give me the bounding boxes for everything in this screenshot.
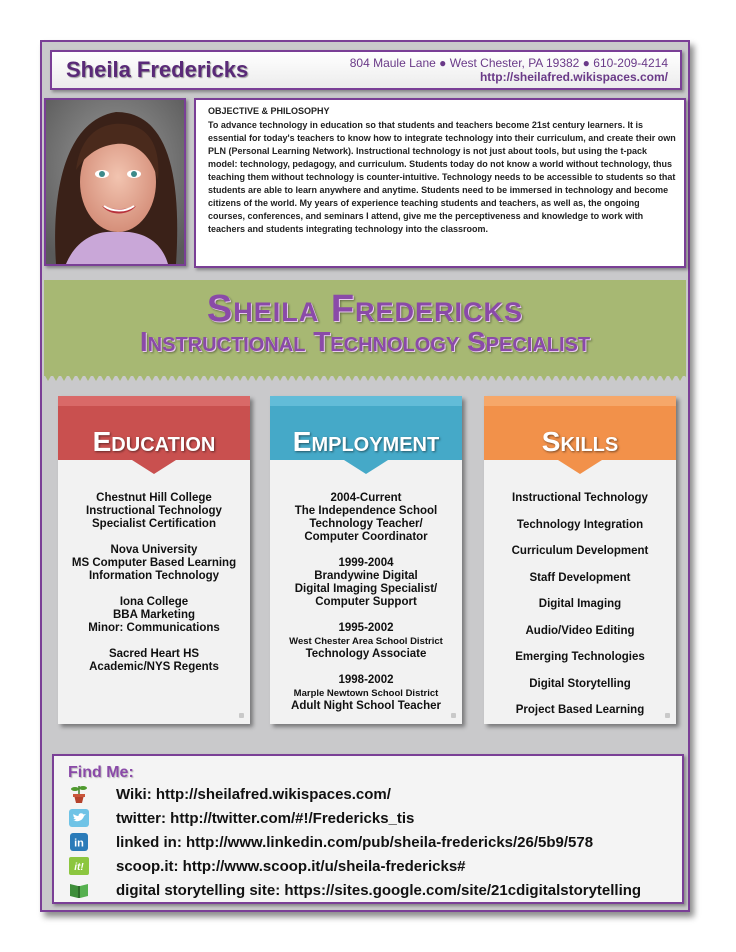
- contact-address: 804 Maule Lane ● West Chester, PA 19382 ● 610-209-4214: [349, 56, 668, 70]
- link-row-linkedin[interactable]: [68, 832, 678, 854]
- header-contact: [350, 56, 668, 84]
- scoopit-icon: [68, 856, 90, 876]
- list-item: Digital Storytelling: [529, 677, 631, 690]
- link-storytelling-text[interactable]: digital storytelling site: https://sites.google.com/site/21cdigitalstorytelling: [116, 882, 642, 899]
- title-banner: [44, 280, 686, 376]
- find-me-box: [52, 754, 684, 904]
- employment-list: [270, 492, 462, 726]
- link-wiki-text[interactable]: Wiki: http://sheilafred.wikispaces.com/: [116, 786, 391, 803]
- education-list: [58, 492, 250, 687]
- find-me-title: Find Me:: [68, 764, 134, 781]
- skills-title: Skills: [541, 426, 619, 457]
- banner-name: Sheila Fredericks: [206, 288, 524, 330]
- list-item: Emerging Technologies: [515, 651, 645, 663]
- contact-url-link[interactable]: http://sheilafred.wikispaces.com/: [479, 70, 668, 84]
- list-item: 2004-Current The Independence School Technology Teacher/ Computer Coordinator: [294, 492, 438, 543]
- header-bar: [50, 50, 682, 90]
- list-item: Instructional Technology: [512, 492, 648, 504]
- banner-zigzag-edge: [44, 374, 686, 382]
- list-item: Digital Imaging: [538, 598, 622, 610]
- objective-box: [194, 98, 686, 268]
- link-twitter-text[interactable]: twitter: http://twitter.com/#!/Fredericks_tis: [116, 810, 415, 827]
- list-item: 1998-2002 Marple Newtown School District Adult Night School Teacher: [291, 674, 441, 712]
- link-row-twitter[interactable]: [68, 808, 678, 830]
- link-linkedin-text[interactable]: linked in: http://www.linkedin.com/pub/sheila-fredericks/26/5b9/578: [116, 834, 594, 851]
- linkedin-icon: [68, 832, 90, 852]
- open-book-icon: [68, 880, 90, 900]
- banner-job-title: Instructional Technology Specialist: [139, 326, 591, 357]
- header-name: Sheila Fredericks: [66, 57, 249, 82]
- education-title: Education: [92, 426, 216, 457]
- link-row-scoopit[interactable]: [68, 856, 678, 878]
- svg-text:it!: it!: [74, 862, 84, 873]
- skills-column: [484, 396, 676, 724]
- list-item: 1995-2002 West Chester Area School District Technology Associate: [289, 622, 443, 660]
- list-item: Project Based Learning: [515, 704, 645, 716]
- svg-text:in: in: [74, 837, 84, 850]
- list-item: Audio/Video Editing: [525, 624, 635, 637]
- list-item: Iona College BBA Marketing Minor: Communications: [88, 596, 220, 634]
- twitter-bird-icon: [68, 808, 90, 828]
- plant-pot-icon: [68, 784, 90, 804]
- employment-column: [270, 396, 462, 724]
- list-item: 1999-2004 Brandywine Digital Digital Imaging Specialist/ Computer Support: [294, 557, 438, 608]
- employment-title: Employment: [292, 426, 440, 457]
- corner-marker: [239, 713, 244, 718]
- skills-list: [484, 492, 676, 731]
- list-item: Sacred Heart HS Academic/NYS Regents: [89, 648, 219, 673]
- education-column: [58, 396, 250, 724]
- link-scoopit-text[interactable]: scoop.it: http://www.scoop.it/u/sheila-fredericks#: [116, 858, 466, 875]
- list-item: Technology Integration: [516, 518, 644, 531]
- list-item: Chestnut Hill College Instructional Technology Specialist Certification: [86, 492, 222, 530]
- corner-marker: [451, 713, 456, 718]
- list-item: Staff Development: [529, 571, 631, 584]
- list-item: Nova University MS Computer Based Learning Information Technology: [71, 544, 237, 582]
- list-item: Curriculum Development: [511, 545, 649, 557]
- objective-text: To advance technology in education so that students and teachers become 21st century learners. It is essential for today's teachers to know how to integrate technology into their curriculum, and create their own PLN (Personal Learning Network). Instructional technology is not just about tools, but using the t-pack model: technology, pedagogy, and curriculum. Students today do not know a world without technology, thus teaching them without technology is counter-intuitive. Technology needs to be accessible to students so that students are able to learn anywhere and anytime. Students need to be immersed in technology and become citizens of the world. My years of experience teaching students and teachers, as well as, the ongoing courses, conferences, and seminars I attend, give me the perceptiveness and knowledge to work with teachers and students integrating technology into the classroom.: [208, 120, 676, 234]
- objective-title: OBJECTIVE & PHILOSOPHY: [208, 106, 330, 116]
- corner-marker: [665, 713, 670, 718]
- profile-photo: [44, 98, 186, 266]
- link-row-wiki[interactable]: [68, 784, 678, 806]
- link-row-storytelling[interactable]: [68, 880, 678, 902]
